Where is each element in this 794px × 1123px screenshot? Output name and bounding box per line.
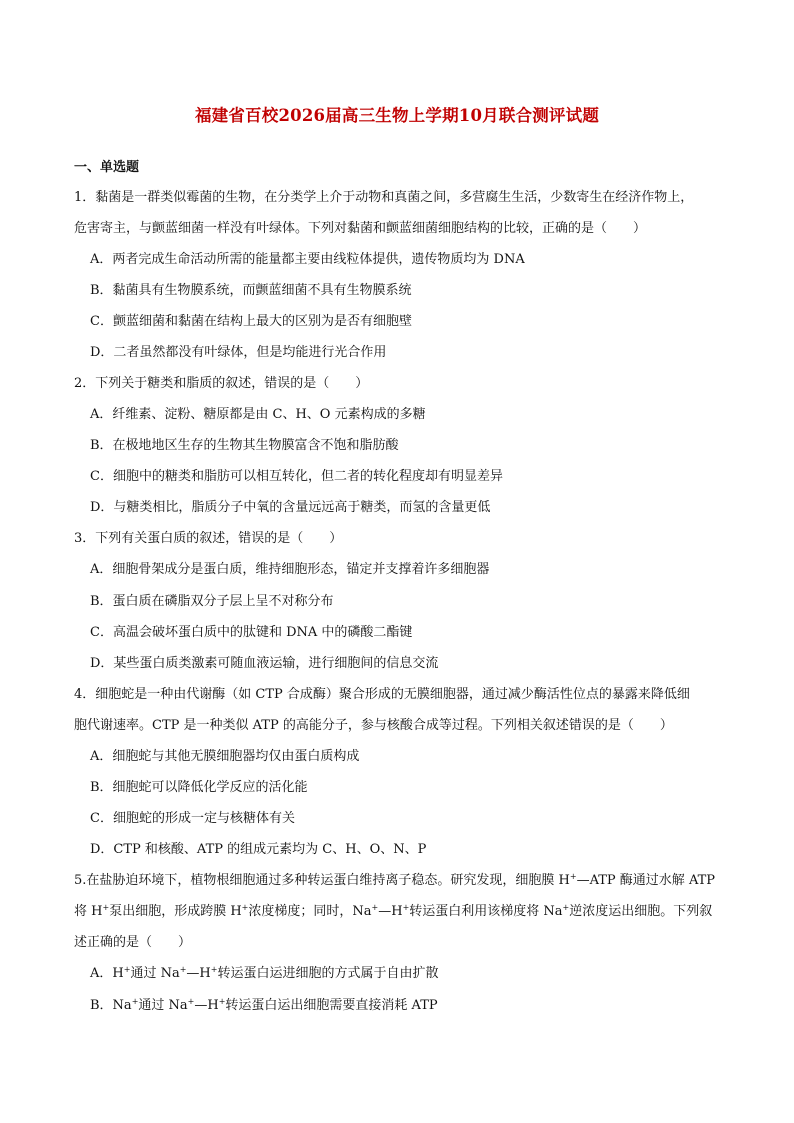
- q1-stem-line-1: 1．黏菌是一群类似霉菌的生物，在分类学上介于动物和真菌之间，多营腐生生活，少数寄生在经济作物上，: [74, 190, 694, 205]
- superscript: +: [402, 903, 410, 912]
- q5-text: 转运蛋白运进细胞的方式属于自由扩散: [217, 966, 439, 981]
- q5-text: 将 H: [74, 904, 103, 919]
- superscript: +: [210, 965, 218, 974]
- q5-option-a: [90, 964, 438, 984]
- superscript: +: [102, 903, 110, 912]
- q3-option-d: D．某些蛋白质类激素可随血液运输，进行细胞间的信息交流: [90, 656, 439, 671]
- q3-option-b: B．蛋白质在磷脂双分子层上呈不对称分布: [90, 594, 334, 609]
- superscript: +: [123, 965, 131, 974]
- q5-text: 逆浓度运出细胞。下列叙: [569, 904, 713, 919]
- q2-option-d: D．与糖类相比，脂质分子中氧的含量远远高于糖类，而氢的含量更低: [90, 500, 491, 515]
- q4-option-d: D．CTP 和核酸、ATP 的组成元素均为 C、H、O、N、P: [90, 842, 427, 857]
- q3-option-a: A．细胞骨架成分是蛋白质，维持细胞形态，锚定并支撑着许多细胞器: [90, 562, 490, 577]
- q5-text: 泵出细胞，形成跨膜 H: [109, 904, 242, 919]
- superscript: +: [371, 903, 379, 912]
- q1-option-c: C．颤蓝细菌和黏菌在结构上最大的区别为是否有细胞壁: [90, 314, 412, 329]
- q2-option-b: B．在极地地区生存的生物其生物膜富含不饱和脂肪酸: [90, 438, 399, 453]
- superscript: +: [179, 965, 187, 974]
- q5-text: —ATP 酶通过水解 ATP: [576, 873, 716, 888]
- q4-option-c: C．细胞蛇的形成一定与核糖体有关: [90, 811, 295, 826]
- q5-text: 通过 Na: [130, 966, 180, 981]
- q4-stem-line-1: 4．细胞蛇是一种由代谢酶（如 CTP 合成酶）聚合形成的无膜细胞器，通过减少酶活性位点的暴露来降低细: [74, 687, 690, 702]
- q5-option-b: [90, 996, 438, 1016]
- q5-text: 浓度梯度；同时，Na: [248, 904, 372, 919]
- q1-option-a: A．两者完成生命活动所需的能量都主要由线粒体提供，遗传物质均为 DNA: [90, 252, 525, 267]
- q2-option-a: A．纤维素、淀粉、糖原都是由 C、H、O 元素构成的多糖: [90, 407, 426, 422]
- q4-option-a: A．细胞蛇与其他无膜细胞器均仅由蛋白质构成: [90, 749, 360, 764]
- q5-text: 转运蛋白运出细胞需要直接消耗 ATP: [225, 998, 438, 1013]
- q3-option-c: C．高温会破坏蛋白质中的肽键和 DNA 中的磷酸二酯键: [90, 625, 413, 640]
- q2-option-c: C．细胞中的糖类和脂肪可以相互转化，但二者的转化程度却有明显差异: [90, 469, 503, 484]
- q5-stem-line-1: [74, 871, 715, 891]
- q5-text: —H: [194, 998, 219, 1013]
- superscript: +: [131, 997, 139, 1006]
- superscript: +: [562, 903, 570, 912]
- q5-text: B．Na: [90, 998, 132, 1013]
- q5-text: 转运蛋白利用该梯度将 Na: [409, 904, 563, 919]
- q5-text: —H: [186, 966, 211, 981]
- q1-option-b: B．黏菌具有生物膜系统，而颤蓝细菌不具有生物膜系统: [90, 283, 412, 298]
- superscript: +: [218, 997, 226, 1006]
- superscript: +: [569, 872, 577, 881]
- q5-text: A．H: [90, 966, 124, 981]
- superscript: +: [187, 997, 195, 1006]
- q2-stem: 2．下列关于糖类和脂质的叙述，错误的是（ ）: [74, 376, 369, 391]
- q1-stem-line-2: 危害寄主，与颤蓝细菌一样没有叶绿体。下列对黏菌和颤蓝细菌细胞结构的比较，正确的是（ ）: [74, 221, 647, 236]
- q4-option-b: B．细胞蛇可以降低化学反应的活化能: [90, 780, 308, 795]
- page-title: 福建省百校2026届高三生物上学期10月联合测评试题: [194, 106, 600, 125]
- q5-stem-line-3: 述正确的是（ ）: [74, 935, 192, 950]
- q5-text: —H: [378, 904, 403, 919]
- q3-stem: 3．下列有关蛋白质的叙述，错误的是（ ）: [74, 531, 343, 546]
- q1-option-d: D．二者虽然都没有叶绿体，但是均能进行光合作用: [90, 345, 387, 360]
- q5-text: 通过 Na: [138, 998, 188, 1013]
- superscript: +: [241, 903, 249, 912]
- q5-stem-line-2: [74, 902, 712, 922]
- section-heading: 一、单选题: [74, 160, 140, 175]
- q4-stem-line-2: 胞代谢速率。CTP 是一种类似 ATP 的高能分子，参与核酸合成等过程。下列相关叙述错误的是（ ）: [74, 718, 673, 733]
- q5-text: 5.在盐胁迫环境下，植物根细胞通过多种转运蛋白维持离子稳态。研究发现，细胞膜 H: [74, 873, 570, 888]
